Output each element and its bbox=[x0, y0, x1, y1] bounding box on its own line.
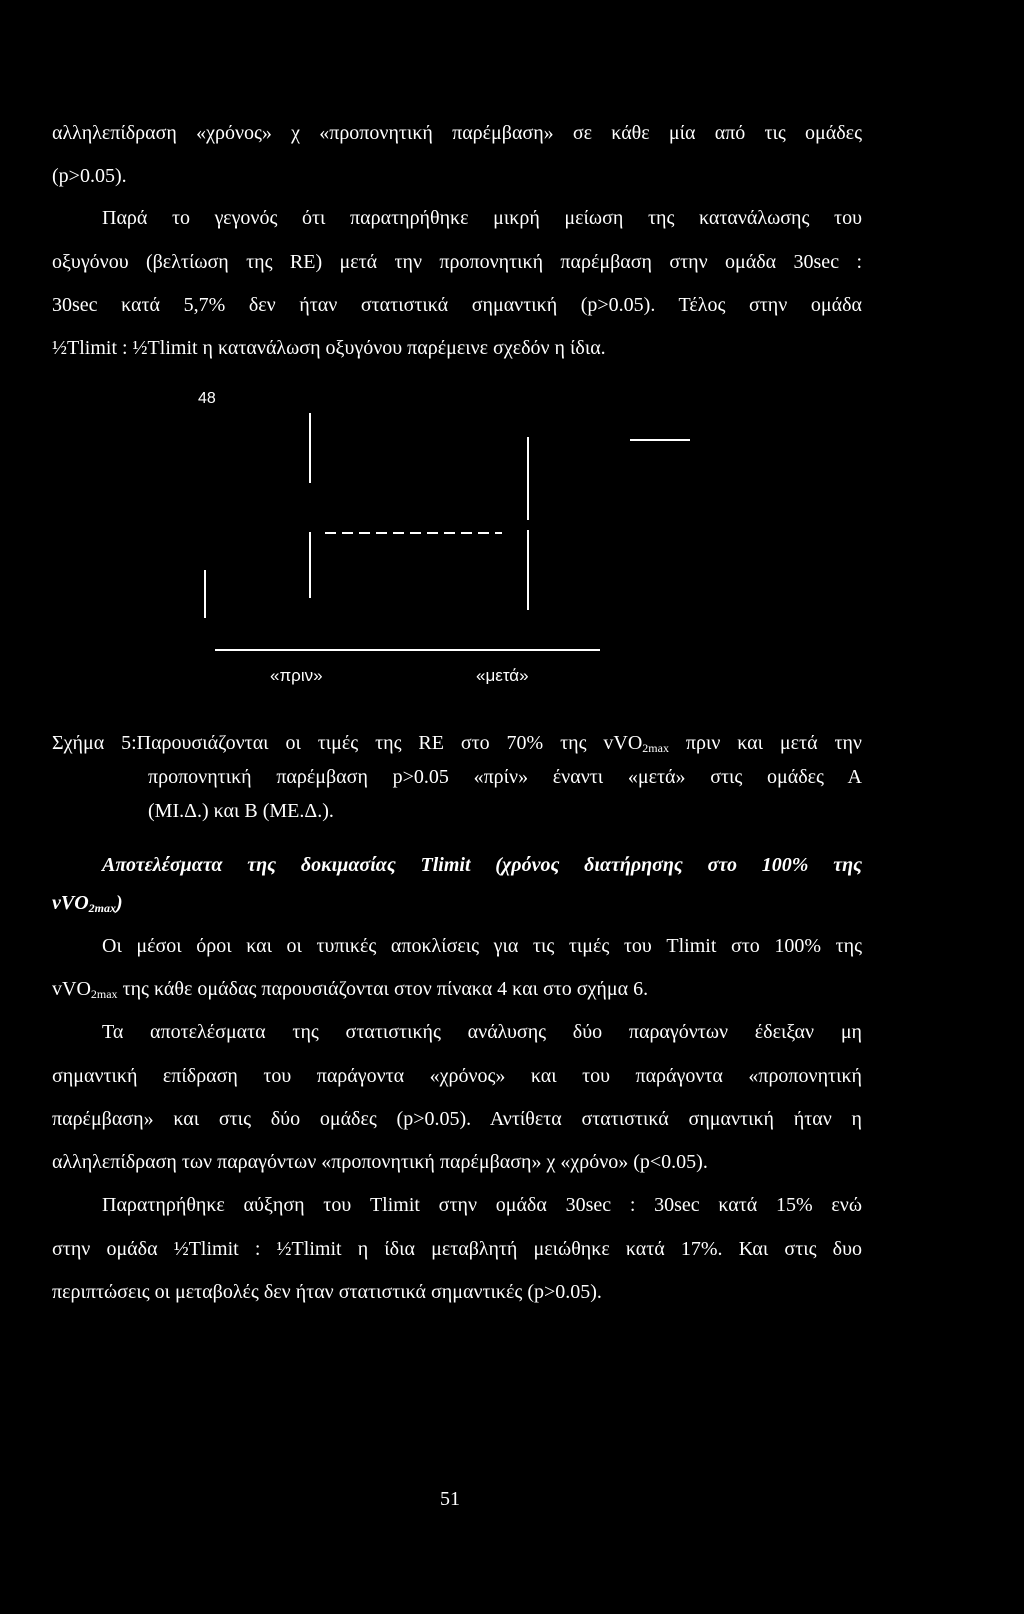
para4-line4: αλληλεπίδραση των παραγόντων «προπονητική παρέμβαση» χ «χρόνο» (p<0.05). bbox=[52, 1151, 708, 1173]
para4-line2: σημαντική επίδραση του παράγοντα «χρόνος» και του παράγοντα «προπονητική bbox=[52, 1065, 862, 1087]
figure-5-chart bbox=[190, 385, 710, 715]
para1-line2: (p>0.05). bbox=[52, 165, 127, 187]
para5-line3: περιπτώσεις οι μεταβολές δεν ήταν στατιστικά σημαντικές (p>0.05). bbox=[52, 1281, 602, 1303]
y-tick-label: 48 bbox=[198, 390, 216, 407]
page-number: 51 bbox=[440, 1488, 460, 1510]
para2-line1: Παρά το γεγονός ότι παρατηρήθηκε μικρή μείωση της κατανάλωσης του bbox=[102, 207, 862, 229]
para4-line1: Τα αποτελέσματα της στατιστικής ανάλυσης δύο παραγόντων έδειξαν μη bbox=[102, 1021, 862, 1043]
para3-line2: vVO$_{2max}$ της κάθε ομάδας παρουσιάζονται στον πίνακα 4 και στο σχήμα 6. bbox=[52, 978, 649, 1001]
section-heading-line2: vVO$_{2max}$) bbox=[52, 892, 123, 915]
para2-line4: ½Tlimit : ½Tlimit η κατανάλωση οξυγόνου παρέμεινε σχεδόν η ίδια. bbox=[52, 337, 606, 359]
para2-line2: οξυγόνου (βελτίωση της RE) μετά την προπονητική παρέμβαση στην ομάδα 30sec : bbox=[52, 251, 862, 273]
para4-line3: παρέμβαση» και στις δύο ομάδες (p>0.05). Αντίθετα στατιστικά σημαντική ήταν η bbox=[52, 1108, 862, 1130]
para5-line2: στην ομάδα ½Tlimit : ½Tlimit η ίδια μεταβλητή μειώθηκε κατά 17%. Και στις δυο bbox=[52, 1238, 862, 1260]
para5-line1: Παρατηρήθηκε αύξηση του Tlimit στην ομάδα 30sec : 30sec κατά 15% ενώ bbox=[102, 1194, 862, 1216]
para1-line1: αλληλεπίδραση «χρόνος» χ «προπονητική παρέμβαση» σε κάθε μία από τις ομάδες bbox=[52, 122, 862, 144]
label-after: «μετά» bbox=[476, 666, 529, 685]
para2-line3: 30sec κατά 5,7% δεν ήταν στατιστικά σημαντική (p>0.05). Τέλος στην ομάδα bbox=[52, 294, 862, 316]
label-before: «πριν» bbox=[270, 666, 323, 685]
section-heading-line1: Αποτελέσματα της δοκιμασίας Tlimit (χρόνος διατήρησης στο 100% της bbox=[102, 854, 862, 876]
para3-line1: Οι μέσοι όροι και οι τυπικές αποκλίσεις για τις τιμές του Tlimit στο 100% της bbox=[102, 935, 862, 957]
figure-5-caption-line2: προπονητική παρέμβαση p>0.05 «πρίν» έναντι «μετά» στις ομάδες Α bbox=[148, 766, 862, 788]
figure-5-caption-line3: (ΜΙ.Δ.) και Β (ΜΕ.Δ.). bbox=[148, 800, 334, 822]
figure-5-caption-line1: Σχήμα 5:Παρουσιάζονται οι τιμές της RE στο 70% της vVO$_{2max}$ πριν και μετά την bbox=[52, 732, 862, 755]
